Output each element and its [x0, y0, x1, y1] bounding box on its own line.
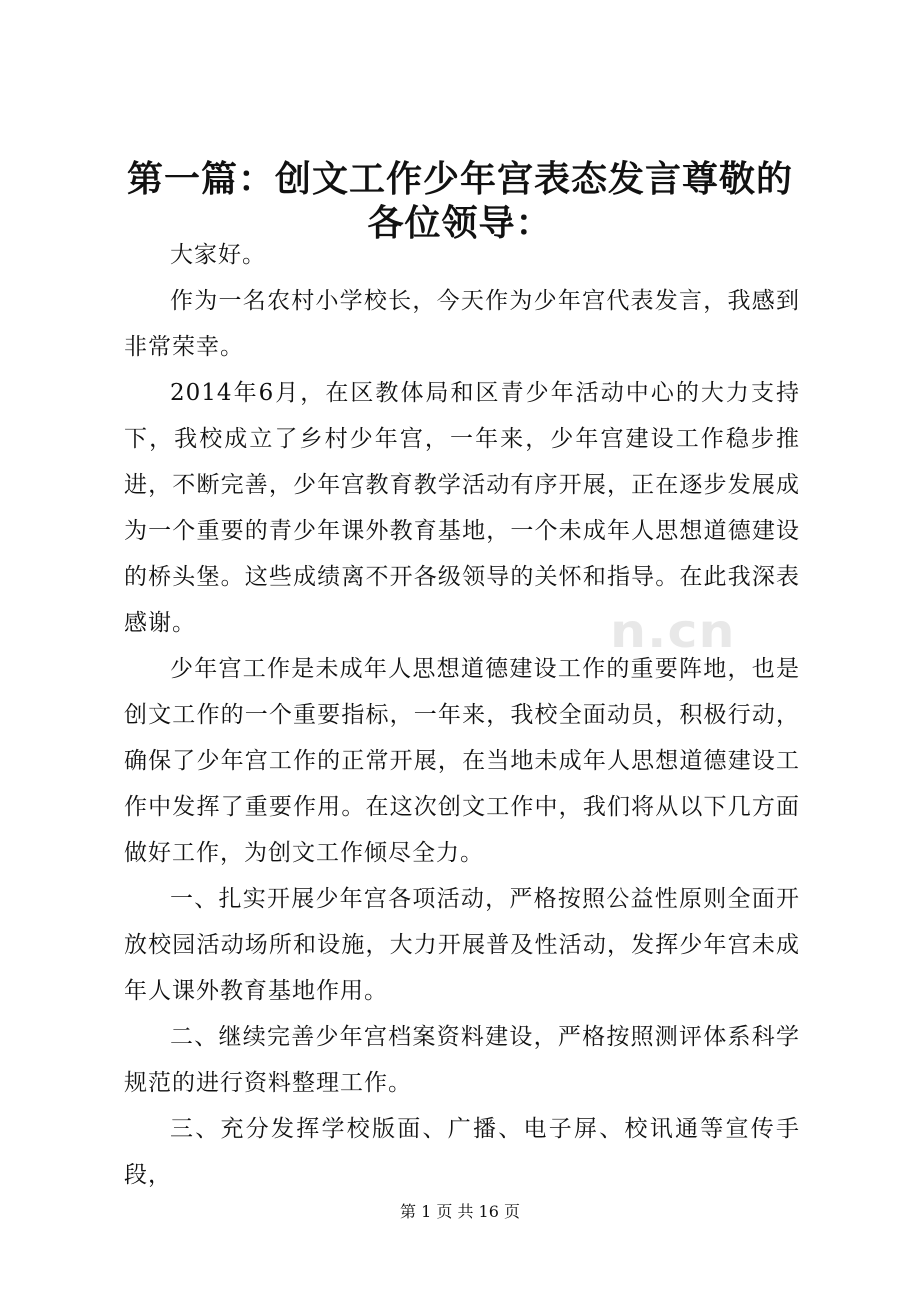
- paragraph-importance: 少年宫工作是未成年人思想道德建设工作的重要阵地，也是创文工作的一个重要指标，一年来，我校全面动员，积极行动，确保了少年宫工作的正常开展，在当地未成年人思想道德建设工作中发挥了重要作用。在这次创文工作中，我们将从以下几方面做好工作，为创文工作倾尽全力。: [124, 656, 800, 866]
- paragraph-greeting: 大家好。: [170, 242, 266, 268]
- page-footer: 第 1 页 共 16 页: [400, 1202, 520, 1221]
- paragraph-background: 2014年6月，在区教体局和区青少年活动中心的大力支持下，我校成立了乡村少年宫，一年来，少年宫建设工作稳步推进，不断完善，少年宫教育教学活动有序开展，正在逐步发展成为一个重要的青少年课外教育基地，一个未成年人思想道德建设的桥头堡。这些成绩离不开各级领导的关怀和指导。在此我深表感谢。: [124, 380, 800, 636]
- paragraph-point-one: 一、扎实开展少年宫各项活动，严格按照公益性原则全面开放校园活动场所和设施，大力开展普及性活动，发挥少年宫未成年人课外教育基地作用。: [124, 886, 800, 1004]
- paragraph-point-three: 三、充分发挥学校版面、广播、电子屏、校讯通等宣传手段，: [124, 1116, 800, 1188]
- paragraph-intro: 作为一名农村小学校长，今天作为少年宫代表发言，我感到非常荣幸。: [124, 288, 800, 360]
- paragraph-point-two: 二、继续完善少年宫档案资料建设，严格按照测评体系科学规范的进行资料整理工作。: [124, 1024, 800, 1096]
- document-title: 第一篇：创文工作少年宫表态发言尊敬的各位领导：: [126, 159, 793, 244]
- document-body: [124, 232, 800, 1198]
- watermark: n.cn: [610, 604, 736, 658]
